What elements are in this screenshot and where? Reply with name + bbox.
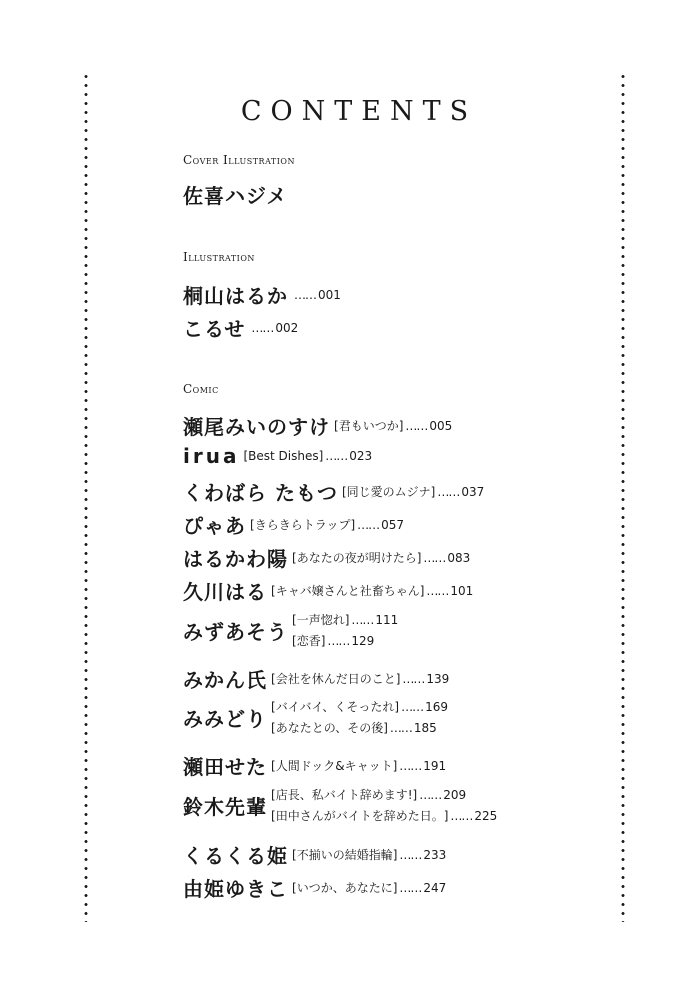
- artist-name: 桐山はるか: [183, 284, 288, 308]
- work-title-row: [ あなたとの、その後 ] …… 185: [271, 720, 437, 735]
- work-title-row: [ 同じ愛のムジナ ] …… 037: [341, 484, 485, 499]
- page-title: CONTENTS: [240, 96, 478, 127]
- work-title: キャバ嬢さんと社畜ちゃん: [275, 584, 420, 598]
- work-title-row: [ 店長、私バイト辞めます! ] …… 209: [271, 787, 467, 802]
- page-number: 101: [450, 583, 474, 598]
- page-number: 247: [423, 880, 447, 895]
- cover-entry: [183, 180, 291, 209]
- work-title-row: [ バイバイ、くそったれ ] …… 169: [271, 699, 448, 714]
- comic-entry[interactable]: [183, 477, 484, 506]
- work-title-row: [ 会社を休んだ日のこと ] …… 139: [271, 671, 450, 686]
- dot-leader: ……: [437, 484, 460, 499]
- artist-name: くるくる姫: [183, 844, 288, 868]
- dot-leader: ……: [450, 808, 473, 823]
- work-title: バイバイ、くそったれ: [275, 700, 395, 714]
- dot-leader: ……: [351, 612, 374, 627]
- page-number: 023: [349, 449, 373, 463]
- work-title: 会社を休んだ日のこと: [275, 672, 396, 686]
- work-title: 同じ愛のムジナ: [346, 485, 431, 499]
- artist-name: 由姫ゆきこ: [183, 877, 288, 901]
- page-number: 233: [423, 847, 447, 862]
- dot-leader: ……: [327, 633, 350, 648]
- work-title: 恋香: [296, 634, 321, 648]
- dot-leader: ……: [251, 320, 274, 335]
- page-number: 191: [423, 758, 447, 773]
- work-title-row: [ いつか、あなたに ] …… 247: [292, 880, 447, 895]
- comic-entry[interactable]: [183, 786, 497, 824]
- work-title-row: [ 恋香 ] …… 129: [292, 633, 375, 648]
- section-label-cover-illustration: Cover Illustration: [183, 153, 295, 167]
- dot-leader: ……: [423, 550, 446, 565]
- work-title-row: [ 一声惚れ ] …… 111: [292, 612, 399, 627]
- work-title: 不揃いの結婚指輪: [296, 848, 393, 862]
- page-number: 057: [381, 517, 405, 532]
- dot-leader: ……: [294, 287, 316, 302]
- work-title: Best Dishes: [248, 449, 319, 463]
- dot-leader: ……: [399, 880, 422, 895]
- work-title: いつか、あなたに: [296, 881, 393, 895]
- artist-name: 鈴木先輩: [183, 794, 267, 819]
- dot-leader: ……: [389, 720, 412, 735]
- work-title-row: [ Best Dishes ] …… 023: [243, 449, 373, 463]
- work-title-row: [ 人間ドック&キャット ] …… 191: [271, 758, 447, 773]
- artist-name: みみどり: [183, 706, 267, 731]
- comic-entry[interactable]: [183, 751, 446, 780]
- work-title: 一声惚れ: [296, 613, 345, 627]
- artist-name: ぴゃあ: [183, 514, 246, 538]
- dot-leader: ……: [399, 758, 422, 773]
- dot-leader: ……: [357, 517, 380, 532]
- dot-leader: ……: [405, 418, 428, 433]
- work-title-row: [ 田中さんがバイトを辞めた日。 ] …… 225: [271, 808, 498, 823]
- comic-entry[interactable]: [183, 664, 449, 693]
- illustration-entry[interactable]: [183, 280, 341, 309]
- artist-name: はるかわ陽: [183, 547, 288, 571]
- page-number: 001: [318, 287, 341, 302]
- artist-name: みかん氏: [183, 668, 267, 692]
- artist-name: こるせ: [183, 317, 246, 341]
- page-number: 037: [461, 484, 485, 499]
- comic-entry[interactable]: [183, 411, 452, 440]
- page-number: 209: [443, 787, 467, 802]
- page-number: 005: [429, 418, 453, 433]
- work-title: きらきらトラップ: [254, 518, 351, 532]
- page-number: 139: [426, 671, 450, 686]
- comic-entry[interactable]: [183, 611, 398, 649]
- dotted-border-right: [621, 72, 625, 922]
- page-number: 002: [275, 320, 299, 335]
- illustration-entry[interactable]: [183, 313, 298, 342]
- page-number: 083: [447, 550, 471, 565]
- page-number: 129: [351, 633, 375, 648]
- work-title-row: [ あなたの夜が明けたら ] …… 083: [292, 550, 471, 565]
- section-label-illustration: Illustration: [183, 250, 255, 264]
- artist-name: 久川はる: [183, 580, 267, 604]
- comic-entry[interactable]: [183, 873, 446, 902]
- work-title-row: [ キャバ嬢さんと社畜ちゃん ] …… 101: [271, 583, 474, 598]
- dot-leader: ……: [325, 449, 348, 463]
- artist-name: 佐喜ハジメ: [183, 184, 288, 208]
- comic-entry[interactable]: [183, 698, 448, 736]
- page-number: 225: [474, 808, 498, 823]
- dotted-border-left: [84, 72, 88, 922]
- page-number: 169: [425, 699, 448, 714]
- comic-entry[interactable]: [183, 444, 372, 468]
- dot-leader: ……: [401, 699, 424, 714]
- work-title: 店長、私バイト辞めます!: [275, 788, 413, 802]
- artist-name: みずあそう: [183, 619, 288, 644]
- artist-name: 瀬田せた: [183, 755, 267, 779]
- comic-entry[interactable]: [183, 510, 404, 539]
- artist-name: 瀬尾みいのすけ: [183, 415, 330, 439]
- comic-entry[interactable]: [183, 543, 470, 572]
- work-title-row: [ きらきらトラップ ] …… 057: [250, 517, 405, 532]
- work-title: 人間ドック&キャット: [275, 759, 393, 773]
- work-title: 君もいつか: [338, 419, 399, 433]
- work-title: 田中さんがバイトを辞めた日。: [275, 809, 444, 823]
- work-title-row: [ 君もいつか ] …… 005: [334, 418, 453, 433]
- dot-leader: ……: [399, 847, 422, 862]
- comic-entry[interactable]: [183, 840, 446, 869]
- section-label-comic: Comic: [183, 382, 219, 396]
- page-number: 111: [375, 612, 399, 627]
- comic-entry[interactable]: [183, 576, 473, 605]
- artist-name: irua: [183, 444, 240, 468]
- dot-leader: ……: [402, 671, 425, 686]
- dot-leader: ……: [419, 787, 442, 802]
- artist-name: くわばら たもつ: [183, 481, 338, 505]
- work-title: あなたの夜が明けたら: [296, 551, 417, 565]
- work-title: あなたとの、その後: [275, 721, 384, 735]
- page-number: 185: [413, 720, 437, 735]
- work-title-row: [ 不揃いの結婚指輪 ] …… 233: [292, 847, 447, 862]
- dot-leader: ……: [426, 583, 449, 598]
